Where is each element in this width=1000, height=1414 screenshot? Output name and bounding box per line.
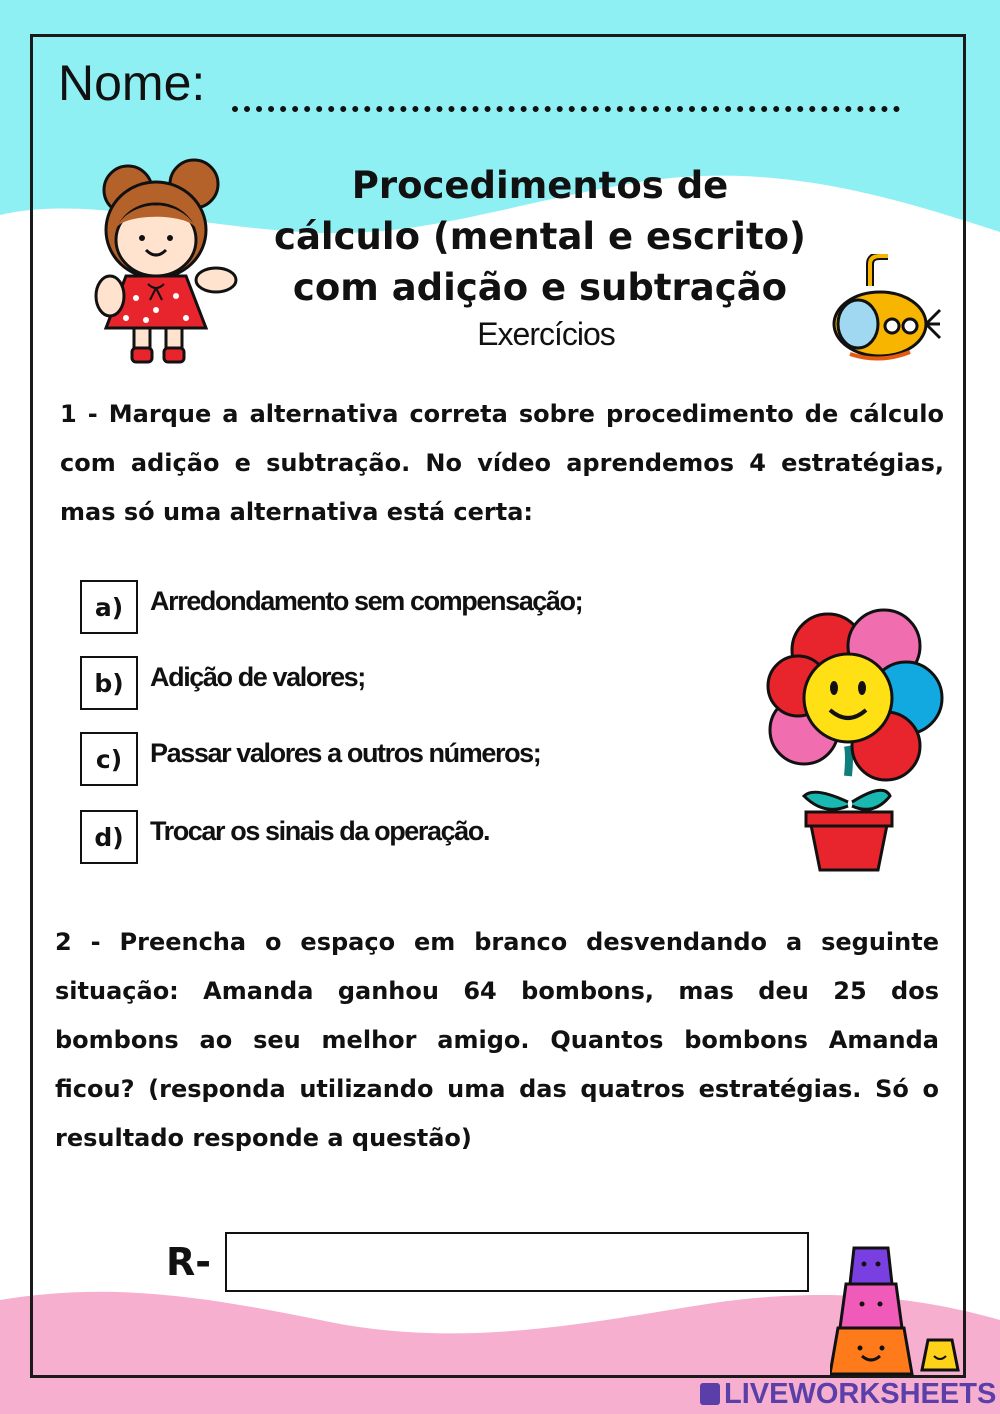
footer-brand-text: LIVEWORKSHEETS: [724, 1378, 997, 1410]
question-2-text: 2 - Preencha o espaço em branco desvendando a seguinte situação: Amanda ganhou 64 bombons, mas deu 25 dos bombons ao seu melhor amigo. Quantos bombons Amanda ficou? (responda utilizando uma das quatros estratégias. Só o resultado responde a questão): [55, 928, 939, 1152]
answer-label: R-: [166, 1240, 212, 1284]
option-a-checkbox[interactable]: a): [80, 580, 138, 634]
submarine-icon: [830, 254, 942, 362]
question-1-text: 1 - Marque a alternativa correta sobre procedimento de cálculo com adição e subtração. No vídeo aprendemos 4 estratégias, mas só uma alternativa está certa:: [60, 400, 944, 526]
name-input-line[interactable]: [232, 106, 900, 112]
title-line-3: com adição e subtração: [292, 266, 788, 309]
option-c-label: Passar valores a outros números;: [150, 738, 541, 768]
option-d-label: Trocar os sinais da operação.: [150, 816, 490, 846]
page-subtitle: Exercícios: [477, 316, 615, 352]
answer-input[interactable]: [225, 1232, 809, 1292]
stacking-cups-icon: [830, 1244, 970, 1380]
option-b-checkbox[interactable]: b): [80, 656, 138, 710]
title-line-2: cálculo (mental e escrito): [274, 215, 806, 258]
title-line-1: Procedimentos de: [351, 164, 729, 207]
name-label: Nome:: [58, 55, 206, 111]
page-title: [240, 160, 840, 313]
option-a-label: Arredondamento sem compensação;: [150, 586, 583, 616]
option-c-checkbox[interactable]: c): [80, 732, 138, 786]
flower-icon: [764, 606, 944, 876]
doll-icon: [86, 158, 246, 368]
option-b-label: Adição de valores;: [150, 662, 365, 692]
option-d-checkbox[interactable]: d): [80, 810, 138, 864]
footer-brand[interactable]: [700, 1378, 996, 1411]
